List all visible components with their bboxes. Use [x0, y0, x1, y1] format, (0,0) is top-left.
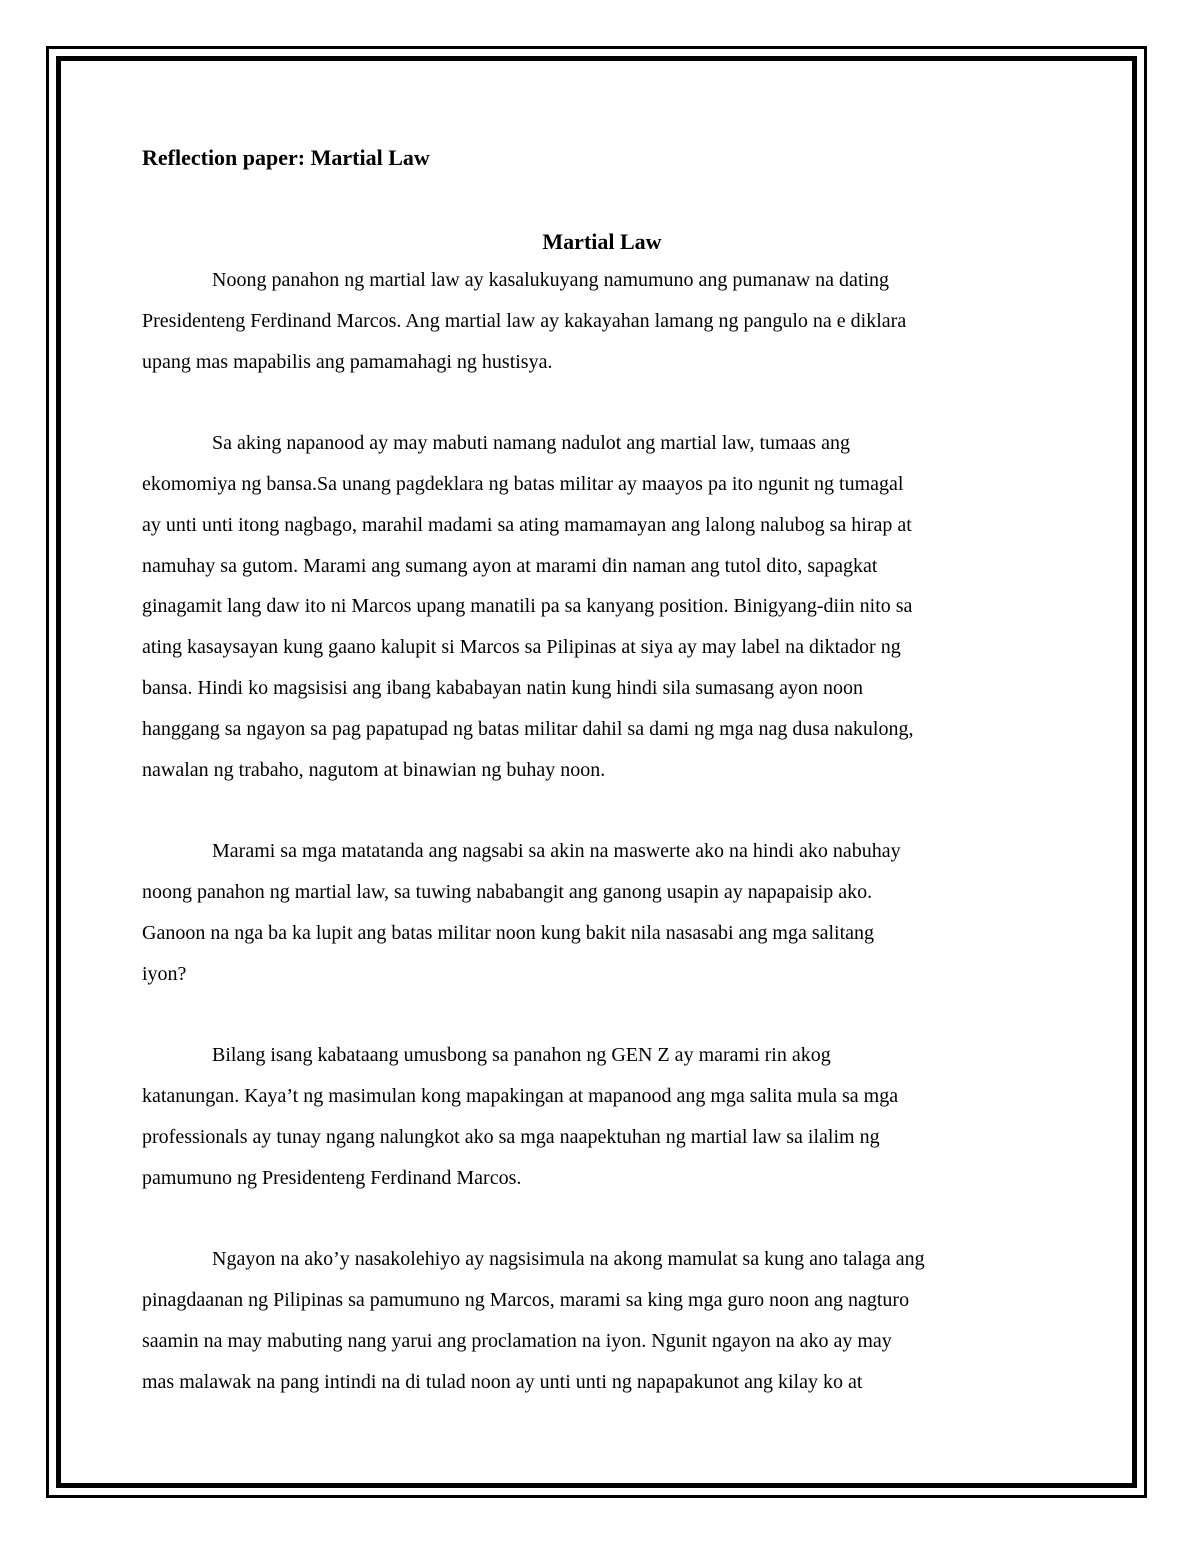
paragraph-line: Presidenteng Ferdinand Marcos. Ang martial law ay kakayahan lamang ng pangulo na e diklara: [142, 309, 907, 332]
paragraph-line: iyon?: [142, 962, 187, 985]
paragraph-line: pamumuno ng Presidenteng Ferdinand Marcos.: [142, 1166, 522, 1189]
paragraph-gap: [142, 1198, 1062, 1239]
paragraph-line: professionals ay tunay ngang nalungkot ako sa mga naapektuhan ng martial law sa ilalim ng: [142, 1125, 880, 1148]
paragraph-gap: [142, 382, 1062, 423]
paragraph-line: Ngayon na ako’y nasakolehiyo ay nagsisimula na akong mamulat sa kung ano talaga ang: [212, 1248, 925, 1271]
document-label: Reflection paper: Martial Law: [142, 145, 430, 170]
paragraph-gap: [142, 790, 1062, 831]
paragraph-line: pinagdaanan ng Pilipinas sa pamumuno ng Marcos, marami sa king mga guro noon ang nagturo: [142, 1288, 910, 1311]
paragraph-line: ay unti unti itong nagbago, marahil madami sa ating mamamayan ang lalong nalubog sa hirap at: [142, 513, 912, 536]
paragraph-line: Sa aking napanood ay may mabuti namang nadulot ang martial law, tumaas ang: [212, 432, 850, 455]
paragraph-line: ekomomiya ng bansa.Sa unang pagdeklara ng batas militar ay maayos pa ito ngunit ng tumagal: [142, 472, 904, 495]
paragraph-line: ginagamit lang daw ito ni Marcos upang manatili pa sa kanyang position. Binigyang-diin nito sa: [142, 595, 913, 618]
paragraph-line: Noong panahon ng martial law ay kasalukuyang namumuno ang pumanaw na dating: [212, 269, 890, 291]
paragraph-line: hanggang sa ngayon sa pag papatupad ng batas militar dahil sa dami ng mga nag dusa nakulong,: [142, 717, 914, 740]
paragraph-line: nawalan ng trabaho, nagutom at binawian ng buhay noon.: [142, 758, 606, 781]
paragraph-line: katanungan. Kaya’t ng masimulan kong mapakingan at mapanood ang mga salita mula sa mga: [142, 1084, 899, 1107]
paragraph-line: saamin na may mabuting nang yarui ang proclamation na iyon. Ngunit ngayon na ako ay may: [142, 1329, 892, 1352]
paragraph-line: upang mas mapabilis ang pamamahagi ng hustisya.: [142, 350, 553, 373]
paragraph-line: namuhay sa gutom. Marami ang sumang ayon at marami din naman ang tutol dito, sapagkat: [142, 554, 878, 577]
paragraph-line: mas malawak na pang intindi na di tulad noon ay unti unti ng napapakunot ang kilay ko at: [142, 1370, 863, 1393]
paragraph-line: Ganoon na nga ba ka lupit ang batas militar noon kung bakit nila nasasabi ang mga salitang: [142, 921, 875, 944]
paragraph-2: [142, 423, 1062, 790]
document-title: Martial Law: [542, 229, 662, 254]
paragraph-5: [142, 1239, 1062, 1402]
paragraph-gap: [142, 994, 1062, 1035]
paragraph-4: [142, 1035, 1062, 1198]
paragraph-line: bansa. Hindi ko magsisisi ang ibang kababayan natin kung hindi sila sumasang ayon noon: [142, 676, 863, 699]
paragraph-3: [142, 831, 1062, 994]
document-body: [142, 140, 1062, 1402]
paragraph-line: Bilang isang kabataang umusbong sa panahon ng GEN Z ay marami rin akog: [212, 1044, 831, 1067]
paragraph-1: [142, 260, 1062, 382]
paragraph-line: noong panahon ng martial law, sa tuwing nababangit ang ganong usapin ay napapaisip ako.: [142, 880, 873, 903]
paragraph-line: Marami sa mga matatanda ang nagsabi sa akin na maswerte ako na hindi ako nabuhay: [212, 840, 901, 863]
paragraph-line: ating kasaysayan kung gaano kalupit si Marcos sa Pilipinas at siya ay may label na diktador ng: [142, 636, 901, 659]
